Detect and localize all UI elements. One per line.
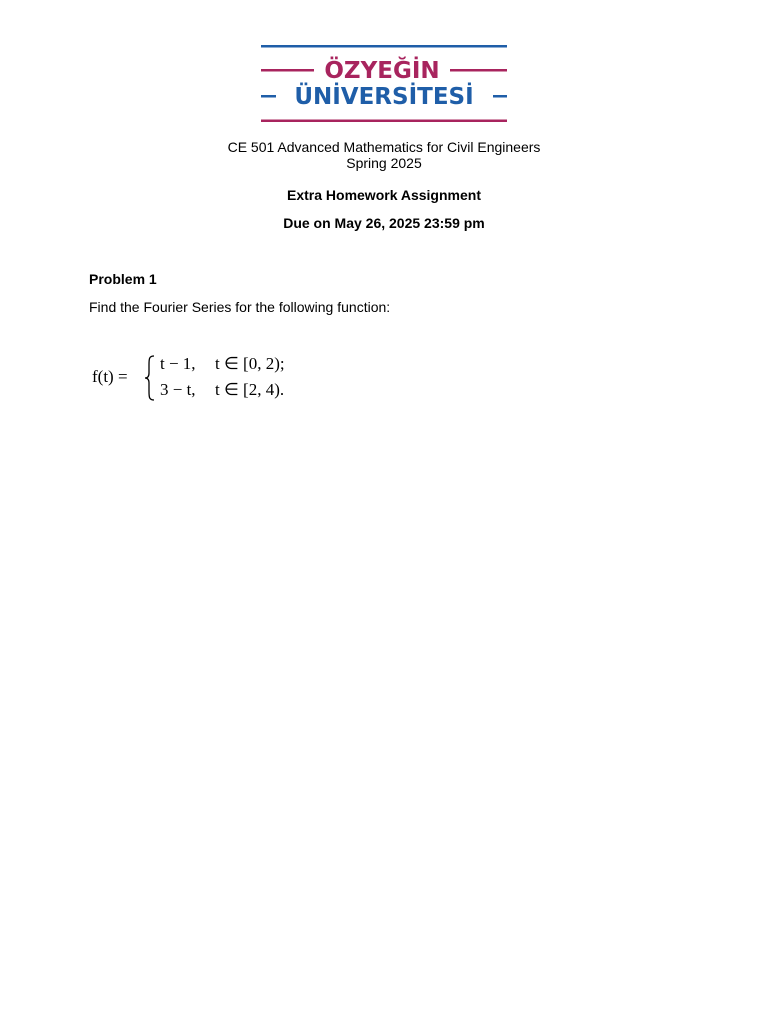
problem-statement: Find the Fourier Series for the following function: (89, 299, 391, 315)
assignment-title: Extra Homework Assignment (287, 187, 481, 203)
left-brace-icon (144, 355, 156, 401)
logo-line1-right-bar (450, 69, 507, 72)
logo-line2-left-bar (261, 95, 276, 98)
case-2-expression: 3 − t, (160, 380, 196, 399)
equation-lhs: f(t) = (92, 367, 128, 386)
university-logo-graphic (261, 45, 507, 123)
course-title: CE 501 Advanced Mathematics for Civil Engineers (227, 139, 541, 155)
logo-top-rule (261, 45, 507, 48)
university-logo (261, 45, 507, 123)
due-date: Due on May 26, 2025 23:59 pm (283, 215, 485, 231)
piecewise-equation (92, 350, 292, 406)
logo-line1-left-bar (261, 69, 314, 72)
logo-line2-right-bar (493, 95, 507, 98)
case-2-domain: t ∈ [2, 4). (215, 380, 285, 399)
case-1-domain: t ∈ [0, 2); (215, 354, 285, 373)
logo-line1-text: ÖZYEĞİN (324, 58, 440, 84)
logo-line2-text: ÜNİVERSİTESİ (294, 84, 474, 110)
logo-bottom-rule (261, 120, 507, 123)
problem-title: Problem 1 (89, 271, 157, 287)
case-1-expression: t − 1, (160, 354, 196, 373)
term: Spring 2025 (346, 155, 422, 171)
